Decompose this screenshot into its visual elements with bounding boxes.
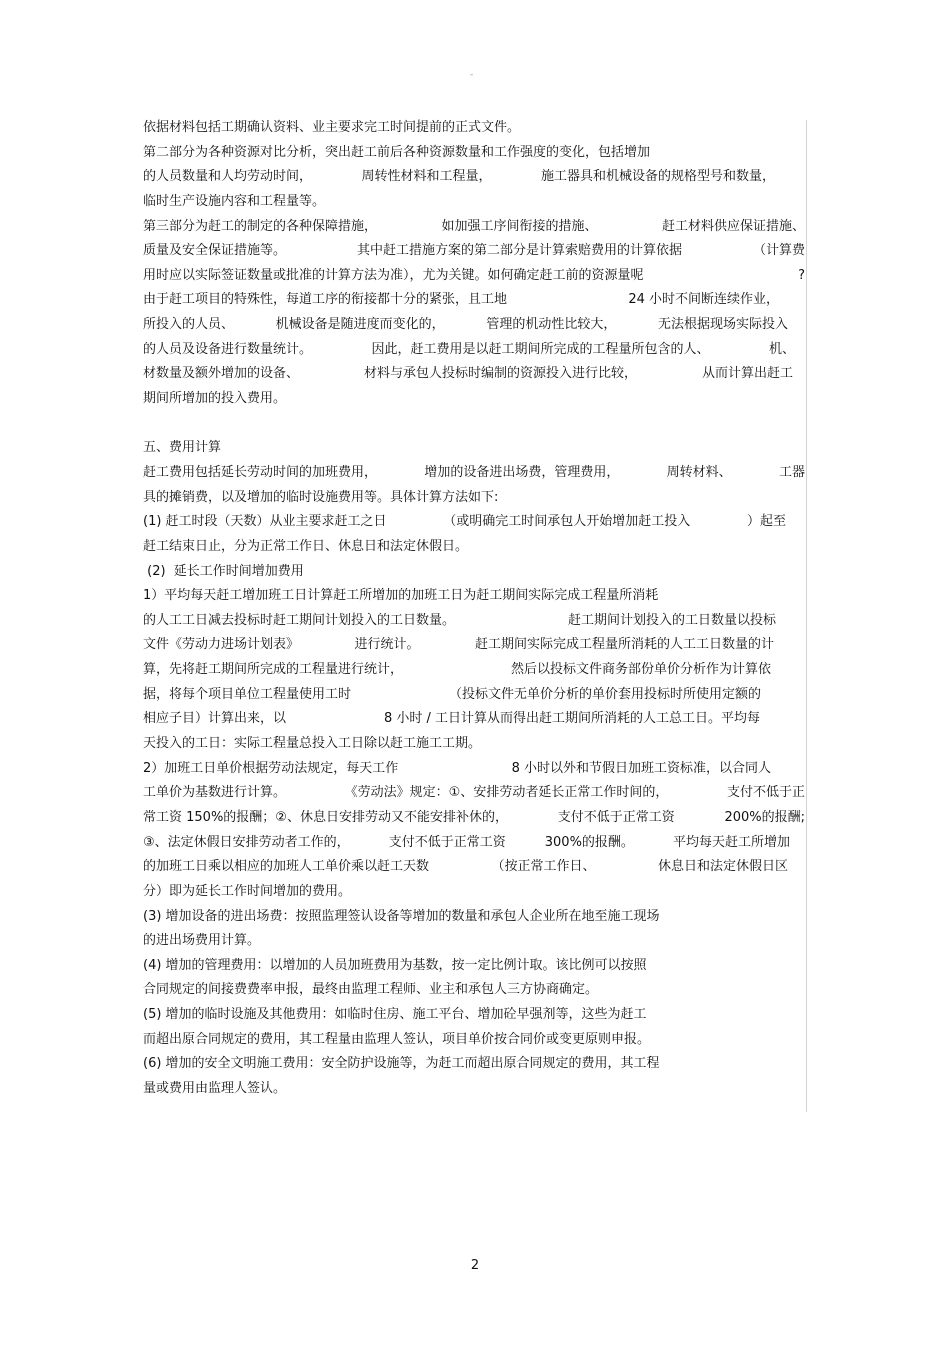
text-segment: 管理的机动性比较大， — [486, 317, 617, 333]
text-line — [143, 239, 805, 264]
text-segment: 材数量及额外增加的设备、 — [143, 366, 300, 382]
text-segment: 从而计算出赶工 — [701, 366, 793, 382]
text-segment: 由于赶工项目的特殊性，每道工序的衔接都十分的紧张，且工地 — [143, 292, 508, 308]
text-line — [143, 658, 771, 683]
text-segment: ③、法定休假日安排劳动者工作的， — [143, 834, 350, 850]
text-segment: 8 小时 / 工日计算从而得出赶工期间所消耗的人工总工日。平均每 — [383, 711, 760, 727]
section-heading: 五、费用计算 — [143, 440, 222, 456]
text-segment: (1) 赶工时段（天数）从业主要求赶工之日 — [143, 514, 387, 530]
text-line — [143, 806, 805, 831]
text-segment: 相应子目）计算出来，以 — [143, 711, 287, 727]
text-segment: 材料与承包人投标时编制的资源投入进行比较， — [363, 366, 637, 382]
text-segment: 周转材料、 — [666, 464, 732, 480]
text-line: 量或费用由监理人签认。 — [143, 1080, 287, 1096]
text-segment: 文件《劳动力进场计划表》 — [143, 637, 300, 653]
text-line — [143, 831, 790, 856]
text-line: (5) 增加的临时设施及其他费用：如临时住房、施工平台、增加砼早强剂等，这些为赶工 — [143, 1007, 647, 1023]
text-segment: 赶工费用包括延长劳动时间的加班费用， — [143, 464, 378, 480]
text-segment: 算，先将赶工期间所完成的工程量进行统计， — [143, 662, 404, 678]
text-line: 期间所增加的投入费用。 — [143, 391, 287, 407]
text-line: 赶工结束日止，分为正常工作日、休息日和法定休假日。 — [143, 538, 469, 554]
text-line — [143, 362, 793, 387]
text-segment: 赶工期间计划投入的工日数量以投标 — [567, 612, 776, 628]
text-segment: 工器 — [778, 464, 805, 480]
text-line: 具的摊销费，以及增加的临时设施费用等。具体计算方法如下: — [143, 489, 499, 505]
text-line: 临时生产设施内容和工程量等。 — [143, 193, 326, 209]
text-line: 1）平均每天赶工增加班工日计算赶工所增加的加班工日为赶工期间实际完成工程量所消耗 — [143, 588, 659, 604]
text-line: (4) 增加的管理费用：以增加的人员加班费用为基数，按一定比例计取。该比例可以按照 — [143, 957, 647, 973]
text-segment: 质量及安全保证措施等。 — [143, 243, 287, 259]
text-segment: 用时应以实际签证数量或批准的计算方法为准），尤为关键。如何确定赶工前的资源量呢 — [143, 267, 644, 283]
text-segment: 赶工期间实际完成工程量所消耗的人工工日数量的计 — [474, 637, 774, 653]
text-segment: 的人员及设备进行数量统计。 — [143, 341, 313, 357]
text-line — [143, 510, 786, 535]
text-segment: 进行统计。 — [354, 637, 420, 653]
text-line — [143, 609, 776, 634]
text-segment: 周转性材料和工程量， — [361, 169, 492, 185]
text-line — [143, 215, 805, 240]
text-line: 合同规定的间接费费率申报，最终由监理工程师、业主和承包人三方协商确定。 — [143, 982, 599, 998]
text-segment: 机械设备是随进度而变化的， — [275, 317, 445, 333]
text-segment: 支付不低于正 — [726, 785, 805, 801]
text-segment: 支付不低于正常工资 — [557, 809, 675, 825]
text-segment: 300%的报酬。 — [544, 834, 634, 850]
text-segment: 的人员数量和人均劳动时间， — [143, 169, 313, 185]
text-segment: 所投入的人员、 — [143, 317, 235, 333]
text-segment: 支付不低于正常工资 — [388, 834, 506, 850]
subsection-heading: (2) 延长工作时间增加费用 — [143, 563, 304, 579]
text-segment: 增加的设备进出场费，管理费用， — [424, 464, 620, 480]
text-line: 而超出原合同规定的费用，其工程量由监理人签认，项目单价按合同价或变更原则申报。 — [143, 1031, 651, 1047]
text-segment: 其中赶工措施方案的第二部分是计算索赔费用的计算依据 — [356, 243, 682, 259]
text-segment: 机、 — [768, 341, 795, 357]
text-line: 第二部分为各种资源对比分析，突出赶工前后各种资源数量和工作强度的变化，包括增加 — [143, 144, 651, 160]
text-segment: （投标文件无单价分析的单价套用投标时所使用定额的 — [448, 686, 761, 702]
text-segment: 《劳动法》规定：①、安排劳动者延长正常工作时间的， — [344, 785, 669, 801]
text-segment: 24 小时不间断连续作业， — [628, 292, 779, 308]
text-segment: 8 小时以外和节假日加班工资标准，以合同人 — [511, 760, 771, 776]
text-segment: 施工器具和机械设备的规格型号和数量， — [540, 169, 775, 185]
text-segment: 据，将每个项目单位工程量使用工时 — [143, 686, 352, 702]
text-segment: （或明确完工时间承包人开始增加赶工投入 — [443, 514, 691, 530]
text-line — [143, 855, 788, 880]
text-segment: 休息日和法定休假日区 — [657, 859, 788, 875]
text-segment: 200%的报酬; — [724, 809, 805, 825]
text-line — [143, 313, 788, 338]
text-line: (6) 增加的安全文明施工费用：安全防护设施等，为赶工而超出原合同规定的费用，其工程 — [143, 1056, 660, 1072]
text-line — [143, 757, 771, 782]
text-segment: 然后以投标文件商务部份单价分析作为计算依 — [510, 662, 771, 678]
text-segment: 工单价为基数进行计算。 — [143, 785, 287, 801]
text-line: 的进出场费用计算。 — [143, 933, 261, 949]
text-segment: （按正常工作日、 — [491, 859, 596, 875]
text-line — [143, 461, 805, 486]
page-number: 2 — [470, 1258, 480, 1273]
text-segment: 的人工工日减去投标时赶工期间计划投入的工日数量。 — [143, 612, 456, 628]
text-line — [143, 633, 774, 658]
text-line — [143, 338, 795, 363]
header-mark: - — [470, 70, 474, 80]
text-segment: 第三部分为赶工的制定的各种保障措施， — [143, 218, 378, 234]
text-segment: ）起至 — [746, 514, 786, 530]
text-segment: 因此，赶工费用是以赶工期间所完成的工程量所包含的人、 — [371, 341, 710, 357]
text-line: 依据材料包括工期确认资料、业主要求完工时间提前的正式文件。 — [143, 120, 521, 135]
text-segment: ? — [798, 267, 805, 283]
right-margin-rule — [806, 120, 807, 1112]
document-body — [143, 116, 805, 1102]
text-line — [143, 165, 775, 190]
text-line — [143, 683, 761, 708]
text-segment: 的加班工日乘以相应的加班人工单价乘以赶工天数 — [143, 859, 430, 875]
text-line — [143, 707, 760, 732]
text-line: 天投入的工日：实际工程量总投入工日除以赶工施工工期。 — [143, 736, 482, 752]
text-segment: 赶工材料供应保证措施、 — [661, 218, 805, 234]
text-line — [143, 781, 805, 806]
paragraph-gap — [143, 412, 805, 437]
text-segment: 平均每天赶工所增加 — [672, 834, 790, 850]
text-segment: 如加强工序间衔接的措施、 — [441, 218, 598, 234]
text-line — [143, 288, 779, 313]
text-line: (3) 增加设备的进出场费：按照监理签认设备等增加的数量和承包人企业所在地至施工现场 — [143, 908, 660, 924]
text-segment: 常工资 150%的报酬；②、休息日安排劳动又不能安排补休的， — [143, 809, 508, 825]
text-segment: 2）加班工日单价根据劳动法规定，每天工作 — [143, 760, 399, 776]
text-line: 分）即为延长工作时间增加的费用。 — [143, 883, 352, 899]
text-segment: （计算费 — [752, 243, 805, 259]
text-line — [143, 264, 805, 289]
text-segment: 无法根据现场实际投入 — [657, 317, 788, 333]
